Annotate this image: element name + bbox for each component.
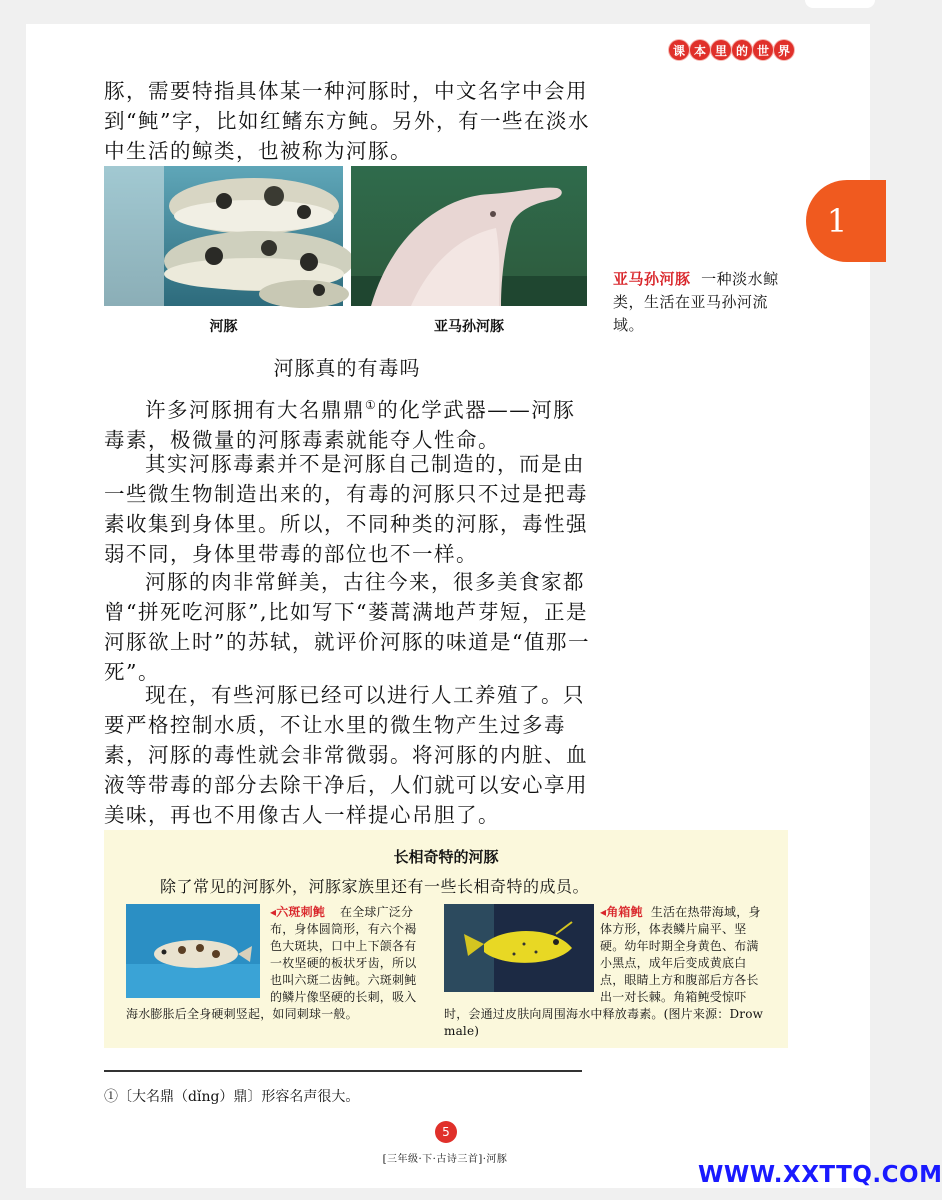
amazon-river-dolphin-photo	[351, 166, 587, 306]
amazon-river-dolphin-caption: 亚马孙河豚	[434, 319, 504, 335]
paragraph-3: 河豚的肉非常鲜美，古往今来，很多美食家都曾“拼死吃河豚”,比如写下“蒌蒿满地芦芽短，正是河豚欲上时”的苏轼，就评价河豚的味道是“值那一死”。	[104, 570, 590, 684]
section-heading: 河豚真的有毒吗	[273, 356, 421, 380]
pufferfish-caption: 河豚	[209, 319, 238, 335]
chapter-tab[interactable]: 1	[806, 180, 886, 262]
series-badge-char: 界	[774, 40, 794, 60]
paragraph-1-text-b: 的化学武器——河豚毒素，极微量的河豚毒素就能夺人性命。	[104, 397, 576, 452]
paragraph-4: 现在，有些河豚已经可以进行人工养殖了。只要严格控制水质，不让水里的微生物产生过多毒素，河豚的毒性就会非常微弱。将河豚的内脏、血液等带毒的部分去除干净后，人们就可以安心享用美味，再也不用像古人一样提心吊胆了。	[104, 683, 588, 827]
paragraph-1-text-a: 许多河豚拥有大名鼎鼎	[145, 397, 365, 422]
porcupinefish-text: 在全球广泛分布，身体圆筒形，有六个褐色大斑块，口中上下颌各有一枚坚硬的板状牙齿，所以也叫六斑二齿鲀。六斑刺鲀的鳞片像坚硬的长刺，吸入海水膨胀后全身硬刺竖起，如同刺球一般。	[126, 905, 417, 1021]
sidebar-box	[104, 830, 788, 1048]
intro-paragraph: 豚，需要特指具体某一种河豚时，中文名字中会用到“鲀”字，比如红鳍东方鲀。另外，有一些在淡水中生活的鲸类，也被称为河豚。	[104, 79, 590, 163]
paragraph-2: 其实河豚毒素并不是河豚自己制造的，而是由一些微生物制造出来的，有毒的河豚只不过是把毒素收集到身体里。所以，不同种类的河豚，毒性强弱不同，身体里带毒的部位也不一样。	[104, 452, 588, 566]
footnote-mark[interactable]: ①	[365, 398, 378, 412]
box-title: 长相奇特的河豚	[393, 848, 499, 866]
footnote: ①〔大名鼎（dǐng）鼎〕形容名声很大。	[104, 1089, 360, 1105]
pufferfish-photo	[104, 166, 343, 306]
cowfish-desc	[444, 904, 770, 1040]
cowfish-text: 生活在热带海域，身体方形，体表鳞片扁平、坚硬。幼年时期全身黄色、布满小黑点，成年后变成黄底白点，眼睛上方和腹部后方各长出一对长棘。角箱鲀受惊吓时，会通过皮肤向周围海水中释放毒素。(图片来源：Drow male)	[444, 905, 764, 1038]
paragraph-1	[104, 390, 590, 455]
cowfish-term: ◂角箱鲀	[600, 905, 643, 919]
porcupinefish-desc	[126, 904, 418, 1023]
page-footer: [三年级·下·古诗三首]·河豚	[382, 1154, 508, 1165]
side-note-text: 一种淡水鲸类，生活在亚马孙河流域。	[613, 270, 779, 334]
series-badge	[669, 40, 794, 60]
series-badge-char: 里	[711, 40, 731, 60]
series-badge-char: 课	[669, 40, 689, 60]
side-note	[613, 268, 793, 337]
series-badge-char: 世	[753, 40, 773, 60]
porcupinefish-term: ◂六斑刺鲀	[270, 905, 326, 919]
window-corner	[805, 0, 875, 8]
box-intro: 除了常见的河豚外，河豚家族里还有一些长相奇特的成员。	[160, 877, 590, 896]
watermark: WWW.XXTTQ.COM	[698, 1162, 942, 1188]
series-badge-char: 的	[732, 40, 752, 60]
footnote-rule	[104, 1070, 582, 1072]
side-note-term: 亚马孙河豚	[613, 270, 691, 288]
series-badge-char: 本	[690, 40, 710, 60]
page-number: 5	[435, 1121, 457, 1143]
